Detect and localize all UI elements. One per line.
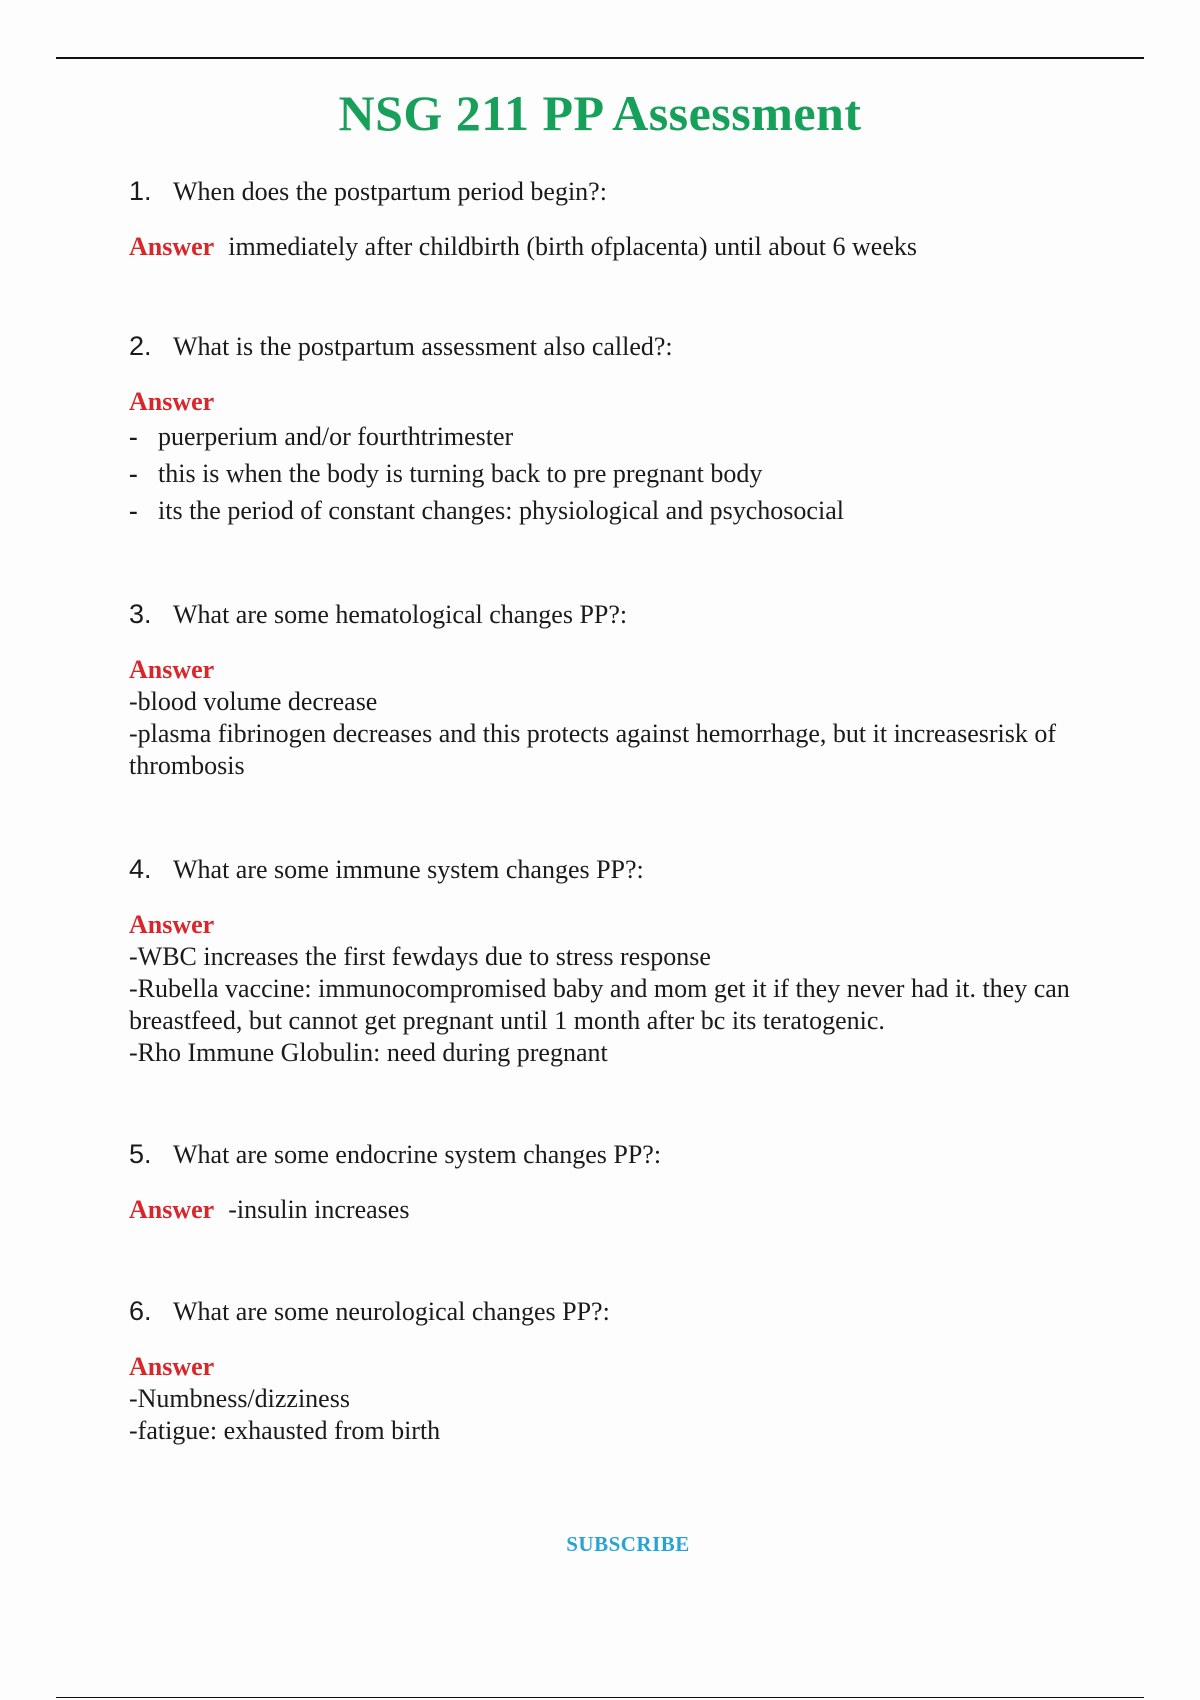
- answer-4: [129, 909, 1119, 1069]
- answer-label: Answer: [129, 1195, 215, 1224]
- question-number: 2.: [129, 331, 152, 361]
- question-1: [129, 176, 1119, 207]
- list-item: - this is when the body is turning back to pre pregnant body: [129, 459, 763, 488]
- question-block-2: [129, 331, 1119, 529]
- question-number: 1.: [129, 176, 152, 206]
- answer-line: -WBC increases the first fewdays due to stress response: [129, 942, 711, 971]
- question-6: [129, 1296, 1119, 1327]
- qa-list: [129, 176, 1119, 1447]
- question-text: What are some endocrine system changes PP?:: [173, 1140, 662, 1169]
- list-item: - puerperium and/or fourthtrimester: [129, 422, 514, 451]
- question-text: What are some immune system changes PP?:: [173, 855, 644, 884]
- question-block-4: [129, 854, 1119, 1069]
- question-text: What are some neurological changes PP?:: [173, 1297, 610, 1326]
- answer-text: immediately after childbirth (birth ofplacenta) until about 6 weeks: [228, 232, 917, 261]
- answer-line: -Numbness/dizziness: [129, 1384, 350, 1413]
- question-text: What are some hematological changes PP?:: [173, 600, 628, 629]
- answer-line: -blood volume decrease: [129, 687, 378, 716]
- answer-label: Answer: [129, 387, 215, 416]
- answer-5: [129, 1194, 1119, 1226]
- question-text: What is the postpartum assessment also called?:: [173, 332, 673, 361]
- question-number: 3.: [129, 599, 152, 629]
- answer-bullet-list: [129, 418, 1119, 529]
- question-block-3: [129, 599, 1119, 782]
- answer-label: Answer: [129, 655, 215, 684]
- answer-label: Answer: [129, 232, 215, 261]
- question-number: 4.: [129, 854, 152, 884]
- question-block-5: [129, 1139, 1119, 1226]
- answer-line: -Rho Immune Globulin: need during pregnant: [129, 1038, 608, 1067]
- subscribe-link[interactable]: SUBSCRIBE: [566, 1532, 690, 1556]
- question-text: When does the postpartum period begin?:: [173, 177, 607, 206]
- answer-label: Answer: [129, 1352, 215, 1381]
- bottom-rule: [56, 1697, 1144, 1698]
- question-5: [129, 1139, 1119, 1170]
- question-block-1: [129, 176, 1119, 263]
- question-2: [129, 331, 1119, 362]
- list-item: - its the period of constant changes: physiological and psychosocial: [129, 496, 844, 525]
- answer-1: [129, 231, 1119, 263]
- question-4: [129, 854, 1119, 885]
- question-number: 6.: [129, 1296, 152, 1326]
- question-number: 5.: [129, 1139, 152, 1169]
- answer-line: -fatigue: exhausted from birth: [129, 1416, 441, 1445]
- answer-2: [129, 386, 1119, 529]
- question-block-6: [129, 1296, 1119, 1447]
- answer-line: -plasma fibrinogen decreases and this protects against hemorrhage, but it increasesrisk of thrombosis: [129, 719, 1057, 780]
- answer-text: -insulin increases: [228, 1195, 410, 1224]
- question-3: [129, 599, 1119, 630]
- answer-label: Answer: [129, 910, 215, 939]
- top-rule: [56, 57, 1144, 59]
- answer-3: [129, 654, 1119, 782]
- page-title: NSG 211 PP Assessment: [338, 85, 862, 141]
- answer-line: -Rubella vaccine: immunocompromised baby and mom get it if they never had it. they can breastfeed, but cannot get pregnant until 1 month after bc its teratogenic.: [129, 974, 1070, 1035]
- answer-6: [129, 1351, 1119, 1447]
